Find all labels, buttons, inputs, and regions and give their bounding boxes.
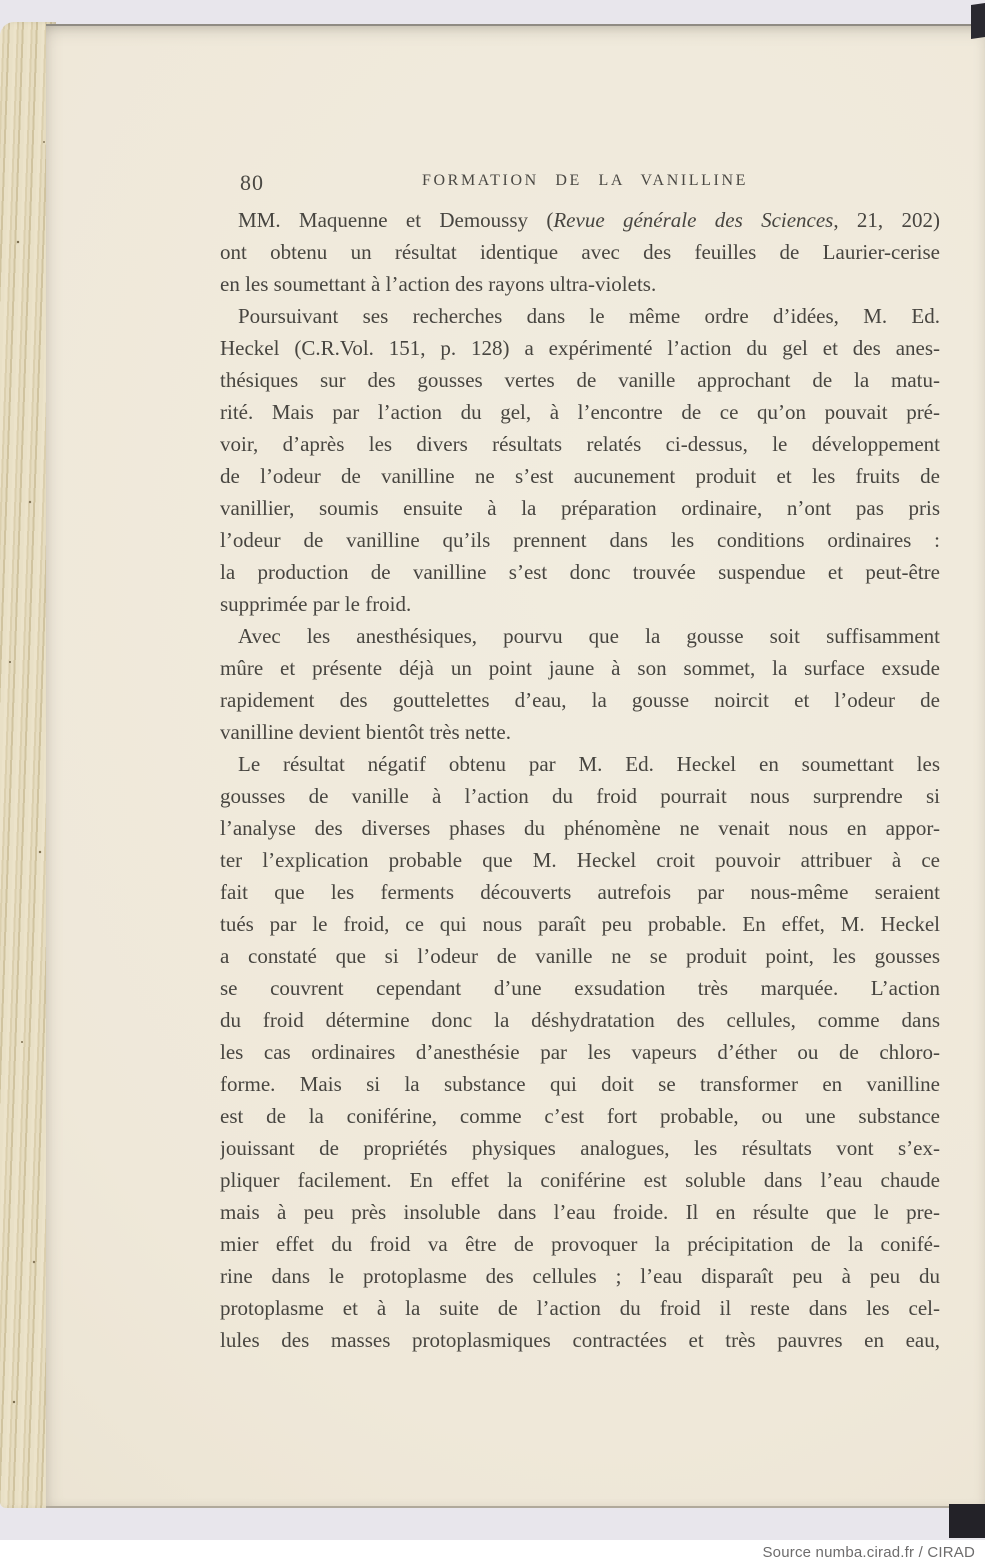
- text-line: MM. Maquenne et Demoussy (Revue générale des Sciences, 21, 202): [238, 208, 940, 232]
- text-line: thésiques sur des gousses vertes de vanille approchant de la matu-: [220, 368, 940, 392]
- page-header: [220, 172, 940, 198]
- paragraph: [220, 204, 940, 300]
- text-line: du froid détermine donc la déshydratation des cellules, comme dans: [220, 1008, 940, 1032]
- text-line: jouissant de propriétés physiques analogues, les résultats vont s’ex-: [220, 1136, 940, 1160]
- text-line: Heckel (C.R.Vol. 151, p. 128) a expérimenté l’action du gel et des anes-: [220, 336, 940, 360]
- text-line: Avec les anesthésiques, pourvu que la gousse soit suffisamment: [238, 624, 940, 648]
- text-line: fait que les ferments découverts autrefois par nous-même seraient: [220, 880, 940, 904]
- book-page: [46, 24, 985, 1508]
- text-line: l’odeur de vanilline qu’ils prennent dans les conditions ordinaires :: [220, 528, 940, 552]
- paragraph: [220, 748, 940, 1356]
- text-line: ont obtenu un résultat identique avec des feuilles de Laurier-cerise: [220, 240, 940, 264]
- text-line: lules des masses protoplasmiques contractées et très pauvres en eau,: [220, 1328, 940, 1352]
- source-bar: [0, 1540, 985, 1566]
- book-cover-corner-top-right: [971, 3, 985, 39]
- book-cover-corner-bottom-right: [949, 1504, 985, 1538]
- text-line: mier effet du froid va être de provoquer la précipitation de la conifé-: [220, 1232, 940, 1256]
- page-number: 80: [240, 170, 264, 195]
- text-line: mais à peu près insoluble dans l’eau froide. Il en résulte que le pre-: [220, 1200, 940, 1224]
- text-line: mûre et présente déjà un point jaune à son sommet, la surface exsude: [220, 656, 940, 680]
- text-line: gousses de vanille à l’action du froid pourrait nous surprendre si: [220, 784, 940, 808]
- text-line: tués par le froid, ce qui nous paraît peu probable. En effet, M. Heckel: [220, 912, 940, 936]
- text-line: est de la coniférine, comme c’est fort probable, ou une substance: [220, 1104, 940, 1128]
- running-title: FORMATION DE LA VANILLINE: [422, 172, 748, 189]
- text-line: Poursuivant ses recherches dans le même ordre d’idées, M. Ed.: [238, 304, 940, 328]
- paragraph: [220, 620, 940, 748]
- text-line: se couvrent cependant d’une exsudation très marquée. L’action: [220, 976, 940, 1000]
- text-line: la production de vanilline s’est donc trouvée suspendue et peut-être: [220, 560, 940, 584]
- text-line: vanillier, soumis ensuite à la préparation ordinaire, n’ont pas pris: [220, 496, 940, 520]
- text-line: rapidement des gouttelettes d’eau, la gousse noircit et l’odeur de: [220, 688, 940, 712]
- text-line: vanilline devient bientôt très nette.: [220, 720, 511, 744]
- text-line: en les soumettant à l’action des rayons ultra-violets.: [220, 272, 657, 296]
- text-line: les cas ordinaires d’anesthésie par les vapeurs d’éther ou de chloro-: [220, 1040, 940, 1064]
- text-line: de l’odeur de vanilline ne s’est aucunement produit et les fruits de: [220, 464, 940, 488]
- text-line: voir, d’après les divers résultats relatés ci-dessus, le développement: [220, 432, 940, 456]
- page-text: [220, 204, 940, 1356]
- text-line: l’analyse des diverses phases du phénomène ne venait nous en appor-: [220, 816, 940, 840]
- text-line: rine dans le protoplasme des cellules ; l’eau disparaît peu à peu du: [220, 1264, 940, 1288]
- text-line: supprimée par le froid.: [220, 592, 412, 616]
- text-line: protoplasme et à la suite de l’action du froid il reste dans les cel-: [220, 1296, 940, 1320]
- text-line: pliquer facilement. En effet la coniférine est soluble dans l’eau chaude: [220, 1168, 940, 1192]
- source-attribution: Source numba.cirad.fr / CIRAD: [762, 1544, 975, 1561]
- text-line: forme. Mais si la substance qui doit se transformer en vanilline: [220, 1072, 940, 1096]
- text-line: rité. Mais par l’action du gel, à l’encontre de ce qu’on pouvait pré-: [220, 400, 940, 424]
- text-line: a constaté que si l’odeur de vanille ne se produit point, les gousses: [220, 944, 940, 968]
- paragraph: [220, 300, 940, 620]
- text-line: ter l’explication probable que M. Heckel croit pouvoir attribuer à ce: [220, 848, 940, 872]
- text-line: Le résultat négatif obtenu par M. Ed. Heckel en soumettant les: [238, 752, 940, 776]
